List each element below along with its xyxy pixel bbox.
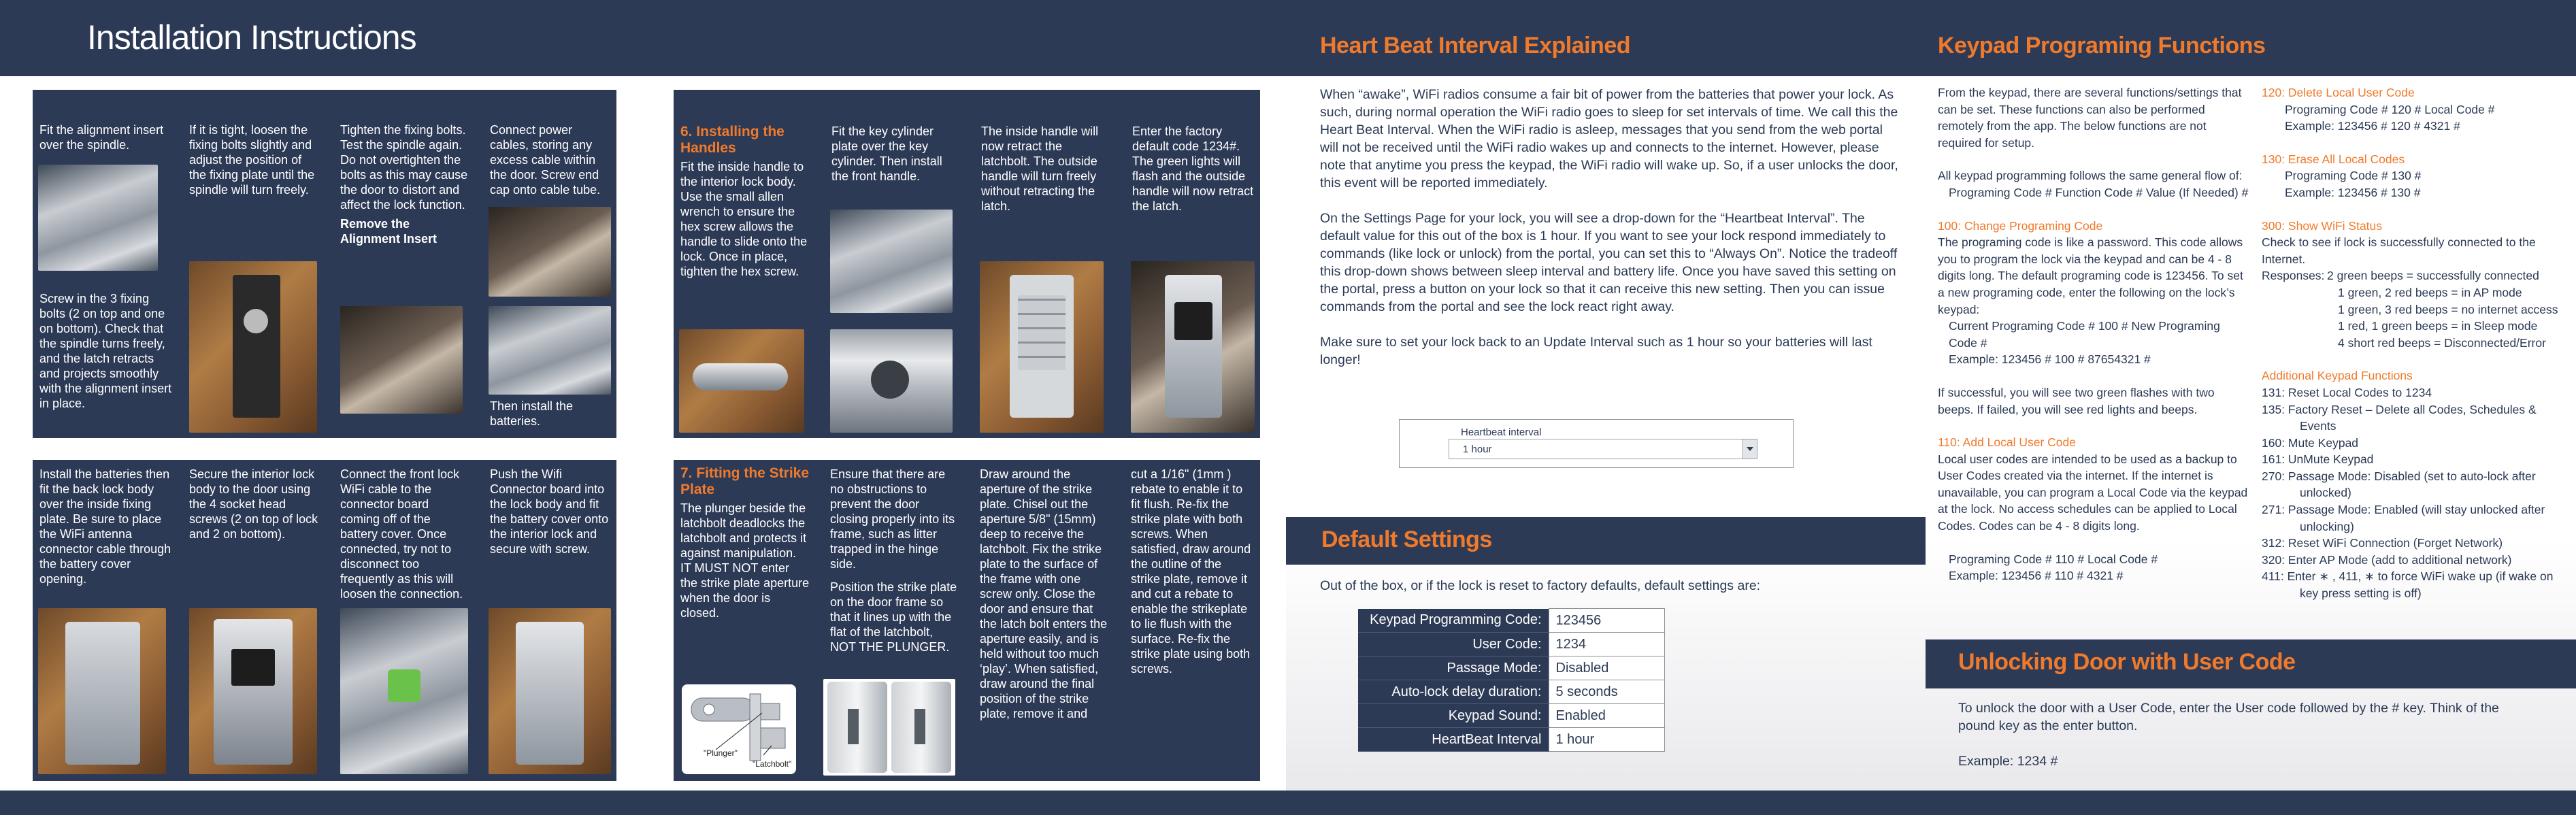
setting-value: 5 seconds [1549, 680, 1664, 704]
heartbeat-widget [1399, 419, 1794, 468]
setting-key: Auto-lock delay duration: [1358, 680, 1549, 704]
f100-title: 100: Change Programing Code [1938, 218, 2103, 233]
step-2-photo [189, 261, 317, 433]
unlock-banner [1926, 639, 2576, 688]
additional-item: 160: Mute Keypad [2262, 435, 2359, 450]
f100-after: If successful, you will see two green flashes with two beeps. If failed, you will see red lights and beeps. [1938, 385, 2215, 416]
install-board-2 [33, 460, 616, 781]
handles-step-3-photo [980, 261, 1104, 433]
setting-value: 1234 [1549, 633, 1664, 656]
handles-step-4-photo [1131, 261, 1255, 433]
setting-key: User Code: [1358, 633, 1549, 656]
bottom-bar [0, 791, 2576, 815]
step-4-photo-2 [489, 306, 611, 395]
table-row [1358, 633, 1664, 656]
unlock-title: Unlocking Door with User Code [1958, 649, 2296, 675]
step-5-text: Install the batteries then fit the back lock body over the inside fixing plate. Be sure to place the WiFi antenna connector cable through the battery cover opening. [39, 467, 171, 586]
setting-value: Enabled [1549, 704, 1664, 728]
step-3-text: Tighten the fixing bolts. Test the spindle again. Do not overtighten the bolts as this may cause the door to distort and affect the lock function. [340, 123, 468, 212]
strike-step-4 [1131, 467, 1253, 680]
plunger-diagram [682, 684, 796, 774]
handles-step-4 [1132, 124, 1255, 218]
f300-title: 300: Show WiFi Status [2262, 218, 2383, 233]
additional-title: Additional Keypad Functions [2262, 369, 2413, 383]
strike-step-2-text: Ensure that there are no obstructions to prevent the door closing properly into its frame, such as litter trapped in the hinge side. [830, 467, 955, 571]
f130-code: Programing Code # 130 # [2285, 169, 2422, 183]
unlock-instructions: To unlock the door with a User Code, enter the User code followed by the # key. Think of the pound key as the enter button. [1958, 701, 2499, 733]
f100-text: The programing code is like a password. This code allows you to program the lock via the keypad and can be 4 - 8 digits long. The default programing code is 123456. To set a new programing code, enter the following on the lock’s keypad: [1938, 235, 2243, 316]
latchbolt-label: "Latchbolt" [753, 759, 792, 769]
strike-step-1 [680, 465, 810, 625]
setting-value: 1 hour [1549, 728, 1664, 752]
step-8-photo [489, 608, 611, 774]
handles-step-4-text: Enter the factory default code 1234#. The green lights will flash and the outside handle will now retract the latch. [1132, 124, 1254, 213]
step-4-continued [490, 399, 611, 433]
heartbeat-p2: On the Settings Page for your lock, you will see a drop-down for the “Heartbeat Interval”. The default value for this out of the box is 1 hour. If you want to see your lock respond immediately to commands (like lock or unlock) from the portal, you can set this to “Always On”. Notice the tradeoff this drop-down shows between sleep interval and battery life. Once you have saved this setting on the portal, press a button on your lock so that it can receive this new setting. Then you can issue commands from the portal and see the lock react right away. [1320, 211, 1898, 314]
f120-example: Example: 123456 # 120 # 4321 # [2285, 119, 2460, 133]
strike-step-4-text: cut a 1/16" (1mm ) rebate to enable it to fit flush. Re-fix the strike plate with both screws. When satisfied, draw around the outline of the strike plate, remove it and cut a rebate to enable the strikeplate to lie flush with the surface. Re-fix the strike plate using both screws. [1131, 467, 1251, 676]
f100-example: Example: 123456 # 100 # 87654321 # [1949, 352, 2151, 367]
handles-step-3-text: The inside handle will now retract the latchbolt. The outside handle will turn freely without retracting the latch. [981, 124, 1099, 213]
heartbeat-interval-value: 1 hour [1463, 444, 1492, 455]
keypad-intro: From the keypad, there are several functions/settings that can be set. These functions can also be performed remotely from the app. The below functions are not required for setup. [1938, 86, 2242, 150]
step-5-photo [38, 608, 166, 774]
heartbeat-text [1320, 86, 1902, 386]
additional-item: 320: Enter AP Mode (add to additional network) [2262, 552, 2512, 567]
setting-key: HeartBeat Interval [1358, 728, 1549, 752]
handles-step-2-text: Fit the key cylinder plate over the key cylinder. Then install the front handle. [831, 124, 942, 183]
f110-code: Programing Code # 110 # Local Code # [1949, 552, 2158, 566]
table-row [1358, 680, 1664, 704]
response-item: 2 green beeps = successfully connected [2327, 269, 2539, 283]
wifi-responses [2262, 267, 2561, 351]
f110-text: Local user codes are intended to be used as a backup to User Codes created via the internet. If the internet is unavailable, you can program a Local Code via the keypad at the lock. No access schedules can be applied to Local Codes. Codes can be 4 - 8 digits long. [1938, 452, 2248, 533]
unlock-text [1958, 699, 2516, 770]
install-board-3 [674, 90, 1260, 438]
keypad-general: All keypad programming follows the same general flow of: [1938, 169, 2243, 183]
f300-text: Check to see if lock is successfully connected to the Internet. [2262, 235, 2536, 266]
step-1-text: Fit the alignment insert over the spindle. [39, 123, 164, 152]
remove-insert-note: Remove the Alignment Insert [340, 217, 437, 246]
handles-heading: 6. Installing the Handles [680, 124, 785, 156]
setting-key: Keypad Programming Code: [1358, 609, 1549, 633]
step-6-text: Secure the interior lock body to the door using the 4 socket head screws (2 on top of lock and 2 on bottom). [189, 467, 318, 541]
handles-step-1 [680, 124, 810, 283]
heartbeat-p1: When “awake”, WiFi radios consume a fair bit of power from the batteries that power your lock. As such, during normal operation the WiFi radio goes to sleep for set intervals of time. We call this the Heart Beat Interval. When the WiFi radio is asleep, messages that you send from the web portal will not be received until the WiFi radio wakes up and connects to the internet. However, please note that anytime you press the keypad, the WiFi radio will wake up. So, if a user unlocks the door, this event will be reported immediately. [1320, 87, 1898, 190]
table-row [1358, 609, 1664, 633]
install-board-4 [674, 460, 1260, 781]
handles-step-1-photo [679, 329, 804, 433]
table-row [1358, 704, 1664, 728]
step-1-continued [39, 291, 173, 415]
response-item: 1 green, 2 red beeps = in AP mode [2338, 285, 2522, 299]
step-1 [39, 122, 173, 156]
keypad-general-code: Programing Code # Function Code # Value (If Needed) # [1949, 185, 2249, 199]
strike-step-1-warning: IT MUST NOT enter the strike plate aperture when the door is closed. [680, 561, 810, 620]
response-item: 4 short red beeps = Disconnected/Error [2338, 335, 2546, 350]
table-row [1358, 728, 1664, 752]
default-settings-intro: Out of the box, or if the lock is reset to factory defaults, default settings are: [1320, 578, 1761, 593]
responses-label: Responses: [2262, 269, 2325, 283]
response-item: 1 red, 1 green beeps = in Sleep mode [2338, 319, 2538, 333]
setting-value: Disabled [1549, 656, 1664, 680]
f130-title: 130: Erase All Local Codes [2262, 152, 2405, 166]
heartbeat-p3: Make sure to set your lock back to an Update Interval such as 1 hour so your batteries will last longer! [1320, 335, 1872, 367]
step-7 [340, 467, 469, 605]
setting-key: Keypad Sound: [1358, 704, 1549, 728]
f120-title: 120: Delete Local User Code [2262, 86, 2415, 99]
handles-step-1-text: Fit the inside handle to the interior lock body. Use the small allen wrench to ensure the hex screw allows the handle to slide onto the lock. Once in place, tighten the hex screw. [680, 160, 808, 278]
additional-item: 135: Factory Reset – Delete all Codes, Schedules & Events [2262, 402, 2537, 433]
default-settings-title: Default Settings [1321, 527, 1492, 552]
f100-code: Current Programing Code # 100 # New Programing Code # [1949, 319, 2220, 350]
step-3-photo [340, 306, 463, 414]
default-settings-table [1358, 608, 1665, 752]
step-3 [340, 122, 469, 250]
heartbeat-title: Heart Beat Interval Explained [1320, 33, 1631, 59]
handles-step-2-photo-1 [830, 210, 953, 313]
additional-item: 131: Reset Local Codes to 1234 [2262, 385, 2432, 399]
response-item: 1 green, 3 red beeps = no internet access [2338, 302, 2558, 316]
strike-step-3 [980, 467, 1109, 725]
strike-heading: 7. Fitting the Strike Plate [680, 465, 810, 497]
step-4-photo-1 [489, 207, 611, 297]
page-title: Installation Instructions [87, 18, 416, 56]
additional-item: 270: Passage Mode: Disabled (set to auto-lock after unlocked) [2262, 469, 2536, 500]
heartbeat-interval-label: Heartbeat interval [1461, 427, 1542, 438]
step-7-photo [340, 608, 468, 774]
f110-example: Example: 123456 # 110 # 4321 # [1949, 569, 2124, 583]
default-settings-banner [1286, 517, 1926, 565]
setting-key: Passage Mode: [1358, 656, 1549, 680]
step-2 [189, 122, 318, 201]
heartbeat-interval-select[interactable] [1449, 439, 1757, 459]
keypad-column-2 [2262, 84, 2561, 602]
step-1-text-2: Screw in the 3 fixing bolts (2 on top and one on bottom). Check that the spindle turns freely, and the latch retracts and projects smoothly with the alignment insert in place. [39, 292, 172, 410]
responses-list [2327, 267, 2558, 351]
step-7-text: Connect the front lock WiFi cable to the connector board coming off of the battery cover. Once connected, try not to disconnect too frequently as this will loosen the connection. [340, 467, 463, 601]
step-6-photo [189, 608, 317, 774]
f130-example: Example: 123456 # 130 # [2285, 185, 2421, 199]
step-2-text: If it is tight, loosen the fixing bolts slightly and adjust the position of the fixing plate until the spindle will turn freely. [189, 123, 315, 197]
step-8-text: Push the Wifi Connector board into the lock body and fit the battery cover onto the interior lock and secure with screw. [490, 467, 609, 556]
strike-step-2-text-2: Position the strike plate on the door frame so that it lines up with the flat of the latchbolt, NOT THE PLUNGER. [830, 580, 957, 654]
f120-code: Programing Code # 120 # Local Code # [2285, 102, 2495, 116]
step-5 [39, 467, 173, 591]
additional-item: 411: Enter ∗ , 411, ∗ to force WiFi wake up (if wake on key press setting is off) [2262, 569, 2554, 601]
additional-item: 312: Reset WiFi Connection (Forget Network) [2262, 536, 2503, 550]
setting-value: 123456 [1549, 609, 1664, 633]
step-1-photo [38, 165, 158, 271]
additional-item: 161: UnMute Keypad [2262, 452, 2374, 467]
chevron-down-icon[interactable] [1742, 439, 1757, 459]
strike-plate-diagram [823, 679, 955, 776]
f110-title: 110: Add Local User Code [1938, 435, 2077, 450]
unlock-example: Example: 1234 # [1958, 754, 2058, 769]
plunger-label: "Plunger" [704, 748, 738, 758]
additional-item: 271: Passage Mode: Enabled (will stay unlocked after unlocking) [2262, 503, 2545, 533]
step-6 [189, 467, 318, 546]
strike-step-3-text: Draw around the aperture of the strike plate. Chisel out the aperture 5/8" (15mm) deep to receive the latchbolt. Fix the strike plate to the surface of the frame with one screw only. Close the door and ensure that the latch bolt enters the aperture easily, and is held without too much ‘play’. When satisfied, draw around the final position of the strike plate, remove it and [980, 467, 1108, 720]
strike-step-1-text: The plunger beside the latchbolt deadlocks the latchbolt and protects it against manipulation. [680, 501, 807, 560]
step-8 [490, 467, 611, 561]
handles-step-2 [831, 124, 954, 188]
install-board-1 [33, 90, 616, 438]
handles-step-2-photo-2 [830, 329, 953, 433]
step-4 [490, 122, 611, 201]
handles-step-3 [981, 124, 1104, 218]
strike-step-2 [830, 467, 959, 659]
keypad-column-1 [1938, 84, 2251, 584]
step-4-text-2: Then install the batteries. [490, 399, 574, 428]
table-row [1358, 656, 1664, 680]
step-4-text: Connect power cables, storing any excess cable within the door. Screw end cap onto cable tube. [490, 123, 601, 197]
keypad-title: Keypad Programing Functions [1938, 33, 2266, 59]
